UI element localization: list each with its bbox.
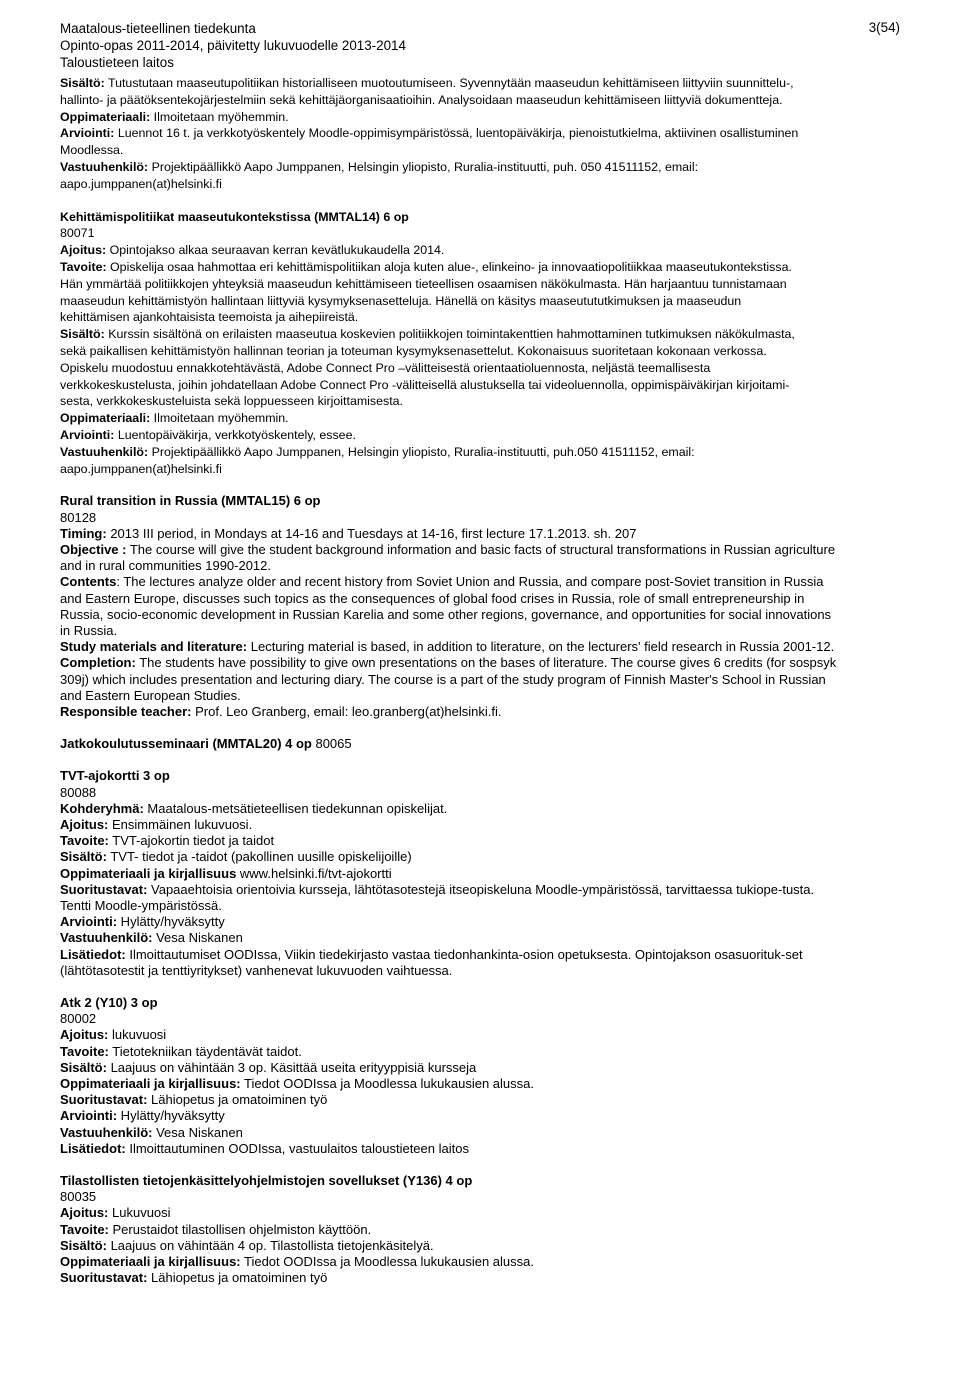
timing-line: Timing: 2013 III period, in Mondays at 14-16 and Tuesdays at 14-16, first lecture 17.1.2013. sh. 207 bbox=[60, 525, 637, 541]
course-atk bbox=[60, 995, 900, 1157]
course-mmtal14 bbox=[60, 209, 900, 478]
sisalto-line-3: Opiskelu muodostuu ennakkotehtävästä, Adobe Connect Pro –välitteisestä orientaatioluennosta, neljästä teemallisesta bbox=[60, 360, 711, 375]
arviointi-line: Arviointi: Hylätty/hyväksytty bbox=[60, 914, 225, 930]
course-mmtal15 bbox=[60, 493, 900, 720]
page-header bbox=[60, 20, 900, 71]
vastuu-line-2: aapo.jumppanen(at)helsinki.fi bbox=[60, 176, 222, 191]
sisalto-line: Sisältö: TVT- tiedot ja -taidot (pakollinen uusille opiskelijoille) bbox=[60, 849, 412, 865]
completion-line-1: Completion: The students have possibility to give own presentations on the bases of literature. The course gives 6 credits (for sospsyk bbox=[60, 655, 837, 671]
course-title: Kehittämispolitiikat maaseutukontekstissa (MMTAL14) 6 op bbox=[60, 209, 409, 224]
oppimateriaali-line: Oppimateriaali ja kirjallisuus www.helsinki.fi/tvt-ajokortti bbox=[60, 865, 392, 881]
course-code: 80002 bbox=[60, 1011, 97, 1027]
sisalto-line-2: sekä paikallisen kehittämistyön hallinnan teorian ja toteuman kysymyksenasettelut. Kokonaisuus suoritetaan kokonaan verkossa. bbox=[60, 343, 767, 358]
sisalto-line-1: Sisältö: Kurssin sisältönä on erilaisten maaseutua koskevien politiikkojen toimintakenttien hahmottaminen tutkimuksen näkökulmasta, bbox=[60, 327, 795, 342]
arviointi-line-1: Arviointi: Luennot 16 t. ja verkkotyöskentely Moodle-oppimisympäristössä, luentopäiväkirja, pienoistutkielma, aktiivinen osallistuminen bbox=[60, 126, 799, 141]
course-title: TVT-ajokortti 3 op bbox=[60, 768, 170, 784]
course-code: 80088 bbox=[60, 784, 97, 800]
suoritustavat-line: Suoritustavat: Lähiopetus ja omatoiminen työ bbox=[60, 1270, 328, 1286]
course-title: Tilastollisten tietojenkäsittelyohjelmistojen sovellukset (Y136) 4 op bbox=[60, 1173, 473, 1189]
faculty-name: Maatalous-tieteellinen tiedekunta bbox=[60, 21, 256, 36]
oppimateriaali-line: Oppimateriaali ja kirjallisuus: Tiedot OODIssa ja Moodlessa lukukausien alussa. bbox=[60, 1254, 534, 1270]
contents-line-4: in Russia. bbox=[60, 622, 118, 638]
oppimateriaali-line: Oppimateriaali ja kirjallisuus: Tiedot OODIssa ja Moodlessa lukukausien alussa. bbox=[60, 1076, 534, 1092]
tavoite-line: Tavoite: TVT-ajokortin tiedot ja taidot bbox=[60, 833, 275, 849]
objective-line-1: Objective : The course will give the student background information and basic facts of structural transformations in Russian agriculture bbox=[60, 541, 836, 557]
arviointi-line: Arviointi: Hylätty/hyväksytty bbox=[60, 1108, 225, 1124]
ajoitus-line: Ajoitus: Opintojakso alkaa seuraavan kerran kevätlukukaudella 2014. bbox=[60, 243, 445, 258]
contents-line-3: Russia, socio-economic development in Russian Karelia and some other regions, governance, and opportunities for social innovations bbox=[60, 606, 832, 622]
sisalto-line-5: sesta, verkkokeskusteluista sekä loppuesseen kirjoittamisesta. bbox=[60, 394, 403, 409]
oppimateriaali-line: Oppimateriaali: Ilmoitetaan myöhemmin. bbox=[60, 109, 289, 124]
lisatiedot-line-1: Lisätiedot: Ilmoittautumiset OODIssa, Viikin tiedekirjasto vastaa tiedonhankinta-osion opetuksesta. Opintojakson osasuorituk-set bbox=[60, 946, 803, 962]
tavoite-line: Tavoite: Tietotekniikan täydentävät taidot. bbox=[60, 1043, 302, 1059]
vastuu-line-2: aapo.jumppanen(at)helsinki.fi bbox=[60, 461, 222, 476]
course-tvt bbox=[60, 768, 900, 979]
course-title: Rural transition in Russia (MMTAL15) 6 op bbox=[60, 493, 321, 509]
course-title: Jatkokoulutusseminaari (MMTAL20) 4 op 80065 bbox=[60, 736, 352, 752]
study-materials-line: Study materials and literature: Lecturing material is based, in addition to literature, on the lecturers' field research in Russia 2001-12. bbox=[60, 639, 835, 655]
suoritustavat-line-2: Tentti Moodle-ympäristössä. bbox=[60, 898, 222, 913]
vastuu-line-1: Vastuuhenkilö: Projektipäällikkö Aapo Jumppanen, Helsingin yliopisto, Ruralia-instituutti, puh.050 41511152, email: bbox=[60, 444, 695, 459]
sisalto-line: Sisältö: Laajuus on vähintään 3 op. Käsittää useita erityyppisiä kursseja bbox=[60, 1059, 477, 1075]
kohderyhma-line: Kohderyhmä: Maatalous-metsätieteellisen tiedekunnan opiskelijat. bbox=[60, 800, 448, 816]
tavoite-line-1: Tavoite: Opiskelija osaa hahmottaa eri kehittämispolitiikan aloja kuten alue-, elinkeino- ja innovaatiopolitiikkaa maaseutukontekstissa. bbox=[60, 259, 792, 274]
contents-line-1: Contents: The lectures analyze older and recent history from Soviet Union and Russia, and compare post-Soviet transition in Russia bbox=[60, 574, 824, 590]
sisalto-line: Sisältö: Laajuus on vähintään 4 op. Tilastollista tietojenkäsitelyä. bbox=[60, 1237, 434, 1253]
vastuu-line-1: Vastuuhenkilö: Projektipäällikkö Aapo Jumppanen, Helsingin yliopisto, Ruralia-instituutti, puh. 050 41511152, email: bbox=[60, 159, 699, 174]
sisalto-line-2: hallinto- ja päätöksentekojärjestelmiin sekä kehittäjäorganisaatioihin. Analysoidaan maaseudun kehittämiseen liittyviä dokumentteja. bbox=[60, 92, 783, 107]
objective-line-2: and in rural communities 1990-2012. bbox=[60, 558, 272, 574]
tavoite-line-4: kehittämisen ajankohtaisista teemoista ja aihepiireistä. bbox=[60, 310, 359, 325]
arviointi-line-2: Moodlessa. bbox=[60, 143, 124, 158]
course-title: Atk 2 (Y10) 3 op bbox=[60, 995, 158, 1011]
suoritustavat-line-1: Suoritustavat: Vapaaehtoisia orientoivia kursseja, lähtötasotestejä itseopiskeluna Moodle-ympäristössä, tarvittaessa tukiope-tusta. bbox=[60, 881, 815, 897]
course-code: 80035 bbox=[60, 1189, 97, 1205]
tavoite-line-3: maaseudun kehittämistyön hallintaan liittyviä kysymyksenasetteluja. Hänellä on käsitys maaseutututkimuksen ja maaseudun bbox=[60, 293, 742, 308]
department-name: Taloustieteen laitos bbox=[60, 55, 174, 70]
responsible-teacher-line: Responsible teacher: Prof. Leo Granberg, email: leo.granberg(at)helsinki.fi. bbox=[60, 703, 502, 719]
lisatiedot-line: Lisätiedot: Ilmoittautuminen OODIssa, vastuulaitos taloustieteen laitos bbox=[60, 1140, 469, 1156]
ajoitus-line: Ajoitus: lukuvuosi bbox=[60, 1027, 167, 1043]
lisatiedot-line-2: (lähtötasotestit ja tenttiyritykset) vanhenevat lukuvuoden vaihtuessa. bbox=[60, 962, 453, 978]
contents-line-2: and Eastern Europe, discusses such topics as the consequences of global food crises in Russia, role of small entrepreneurship in bbox=[60, 590, 805, 606]
page-number: 3(54) bbox=[868, 20, 900, 35]
section-continued bbox=[60, 75, 900, 193]
tavoite-line: Tavoite: Perustaidot tilastollisen ohjelmiston käyttöön. bbox=[60, 1221, 372, 1237]
document-page bbox=[60, 20, 900, 1286]
vastuu-line: Vastuuhenkilö: Vesa Niskanen bbox=[60, 930, 243, 946]
vastuu-line: Vastuuhenkilö: Vesa Niskanen bbox=[60, 1124, 243, 1140]
ajoitus-line: Ajoitus: Lukuvuosi bbox=[60, 1205, 171, 1221]
completion-line-2: 309j) which includes presentation and lecturing diary. The course is a part of the study program of Finnish Master's School in Russian bbox=[60, 671, 826, 687]
tavoite-line-2: Hän ymmärtää politiikkojen yhteyksiä maaseudun kehittämiseen tieteellisen osaamisen näkökulmasta. Hän harjaantuu tunnistamaan bbox=[60, 276, 787, 291]
course-y136 bbox=[60, 1173, 900, 1286]
sisalto-line-4: verkkokeskustelusta, joihin johdatellaan Adobe Connect Pro -välitteisellä alustuksella tai videoluennolla, oppimispäiväkirjan kirjoitami- bbox=[60, 377, 790, 392]
ajoitus-line: Ajoitus: Ensimmäinen lukuvuosi. bbox=[60, 816, 253, 832]
sisalto-line-1: Sisältö: Tutustutaan maaseutupolitiikan historialliseen muotoutumiseen. Syvennytään maaseudun kehittämiseen liittyviin suunnittelu-, bbox=[60, 76, 794, 90]
course-code: 80071 bbox=[60, 226, 95, 241]
course-mmtal20 bbox=[60, 736, 900, 752]
guide-title: Opinto-opas 2011-2014, päivitetty lukuvuodelle 2013-2014 bbox=[60, 38, 406, 53]
completion-line-3: and Eastern European Studies. bbox=[60, 687, 241, 703]
oppimateriaali-line: Oppimateriaali: Ilmoitetaan myöhemmin. bbox=[60, 411, 289, 426]
suoritustavat-line: Suoritustavat: Lähiopetus ja omatoiminen työ bbox=[60, 1092, 328, 1108]
course-code: 80128 bbox=[60, 509, 97, 525]
arviointi-line: Arviointi: Luentopäiväkirja, verkkotyöskentely, essee. bbox=[60, 427, 356, 442]
